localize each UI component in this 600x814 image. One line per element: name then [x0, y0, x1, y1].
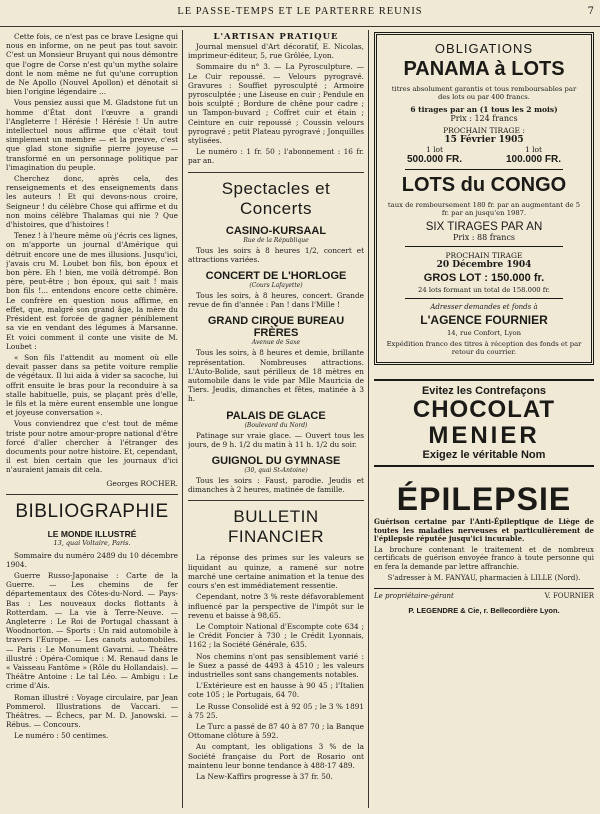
venue-text: Patinage sur vraie glace. — Ouvert tous les jours, de 9 h. 1/2 du matin à 11 h. 1/2 du soir. — [188, 430, 364, 449]
venue-address: Avenue de Saxe — [251, 339, 301, 347]
ad-lots-row — [385, 145, 583, 165]
venue-name: GUIGNOL DU GYMNASE — [211, 455, 341, 468]
column-middle — [188, 32, 364, 806]
column-left — [6, 32, 178, 806]
venue-address: (30, quai St-Antoine) — [244, 467, 308, 475]
article-paragraph: Vous conviendrez que c'est tout de même triste pour notre amour-propre national d'être forcé d'aller chercher à l'étranger des documents pour notre histoire. Et, cependant, il est bien certain que les journaux d'ici n'auraient jamais dit cela. — [6, 419, 178, 475]
ad-prochain-tirage: PROCHAIN TIRAGE — [445, 251, 523, 260]
menier-evitez: Evitez les Contrefaçons — [421, 385, 547, 397]
column-divider — [368, 30, 369, 808]
venue-text: Tous les soirs, à 8 heures et demie, brillante représentation. Nombreuses attractions. L'Auto-Bolide, saut périlleux de 18 mètres en automobile dans le vide par Mlle Mauricia de Tiers. Jeudis, dimanches et fêtes, matinée à 3 h. — [188, 348, 364, 404]
bulletin-paragraph: Le Turc a passé de 87 40 à 87 70 ; la Banque Ottomane clôture à 592. — [188, 721, 364, 741]
ad-divider — [405, 298, 563, 299]
section-title-bibliographie: BIBLIOGRAPHIE — [15, 500, 169, 522]
bulletin-paragraph: La New-Kaffirs progresse à 37 fr. 50. — [196, 771, 333, 781]
page-header — [0, 0, 600, 27]
biblio-paragraph: Roman illustré : Voyage circulaire, par Jean Pommerol. Illustrations de Vaccari. — Théâtres. — Échecs, par M. D. Janowski. — Rébus. — Concours. — [6, 692, 178, 730]
ad-gros-text: 24 lots formant un total de 158.000 fr. — [418, 286, 550, 294]
column-divider — [182, 30, 183, 808]
epilepsie-heading: ÉPILEPSIE — [396, 481, 572, 517]
ad-date: 15 Février 1905 — [444, 135, 524, 145]
artisan-title: L'ARTISAN PRATIQUE — [213, 32, 339, 42]
article-paragraph: Cette fois, ce n'est pas ce brave Lesigne qui nous en informe, on ne peut pas tout savoir. C'est un Monsieur Bruyant qui nous démontre que l'ogre de Corse n'est qu'un mythe solaire dont le nom même ne fut qu'une corruption de Ne Apollo (Nouvel Apollon) et dénotait si bien l'origine légendaire ... — [6, 32, 178, 97]
ad-obligations-heading: OBLIGATIONS — [434, 41, 534, 56]
ad-lot-amount: 100.000 FR. — [505, 154, 562, 165]
menier-name: MENIER — [428, 422, 540, 449]
bulletin-paragraph: Le Comptoir National d'Escompte cote 634 ; le Crédit Foncier à 730 ; le Crédit Lyonnais, 1162 ; la Société Générale, 635. — [188, 621, 364, 650]
divider — [6, 494, 178, 495]
ad-prix: Prix : 88 francs — [452, 233, 516, 242]
venue-text: Tous les soirs, à 8 heures, concert. Grande revue de fin d'année : Pan ! dans l'Mille ! — [188, 291, 364, 310]
ad-agence-fournier: L'AGENCE FOURNIER — [420, 313, 548, 327]
article-paragraph: Cherchez donc, après cela, des renseignements et des enseignements dans les auteurs ! Et qui devons-nous croire, Seigneur ! du célèbre Chose qui affirme et du non moins célèbre Thalamas qui nie ? Que d'histoires, que d'histoires ! — [6, 174, 178, 230]
bulletin-paragraph: Nos chemins n'ont pas sensiblement varié : le Suez a passé de 4493 à 4510 ; les valeurs industrielles sont sans changements notables. — [188, 651, 364, 679]
biblio-address: 13, quai Voltaire, Paris. — [53, 538, 131, 547]
venue-address: (Boulevard du Nord) — [244, 421, 308, 429]
ad-prix: Prix : 124 francs — [450, 114, 518, 123]
ad-six-tirages: SIX TIRAGES PAR AN — [425, 221, 543, 233]
article-paragraph: Vous pensiez aussi que M. Gladstone fut un homme d'État dont l'œuvre a grandi l'Angleterre ! Hérésie ! Hérésie ! Un autre intellectuel nous affirme que c'était tout simplement un membre — et la preuve, c'est que glad stone signifie pierre joyeuse — transformé en un personnage politique par l'imagination du peuple. — [6, 98, 178, 172]
gerant-line — [374, 588, 594, 600]
epilepsie-paragraph: S'adresser à M. FANYAU, pharmacien à LILLE (Nord). — [387, 573, 581, 582]
ad-congo-text: taux de remboursement 180 fr. par an augmentant de 5 fr. par an jusqu'en 1987. — [387, 201, 581, 217]
venue-name: PALAIS DE GLACE — [226, 409, 326, 422]
ad-expedition: Expédition franco des titres à réception des fonds et par retour du courrier. — [386, 340, 582, 356]
bulletin-paragraph: Le Russe Consolidé est à 92 05 ; le 3 % 1891 à 75 25. — [188, 701, 364, 720]
ad-panama-congo — [374, 32, 594, 365]
ad-tirages: 6 tirages par an (1 tous les 2 mois) — [410, 105, 558, 114]
column-right — [374, 32, 594, 806]
article-signature: Georges ROCHER. — [106, 478, 178, 488]
venue-address: Rue de la République — [243, 236, 309, 244]
ad-lot-amount: 500.000 FR. — [406, 154, 463, 165]
venue-name: GRAND CIRQUE BUREAU FRÈRES — [207, 315, 345, 340]
section-title-spectacles: Spectacles et Concerts — [221, 178, 331, 218]
venue-text: Tous les soirs à 8 heures 1/2, concert et attractions variées. — [188, 245, 364, 264]
biblio-paragraph: Sommaire du numéro 2489 du 10 décembre 1904. — [6, 550, 178, 569]
ad-congo-heading: LOTS du CONGO — [401, 174, 567, 196]
page-number: 7 — [587, 6, 594, 17]
venue-text: Tous les soirs : Faust, parodie. Jeudis et dimanches à 2 heures, matinée de famille. — [188, 476, 364, 495]
section-title-bulletin: BULLETIN FINANCIER — [227, 507, 325, 547]
bulletin-paragraph: Au comptant, les obligations 3 % de la Société française du Port de Rosario ont maintenu leur bonne tendance à 488-17 489. — [188, 742, 364, 770]
ad-panama-text: titres absolument garantis et tous remboursables par des lots ou par 400 francs. — [391, 85, 577, 101]
venue-name: CASINO-KURSAAL — [225, 224, 327, 237]
ad-panama-heading: PANAMA à LOTS — [403, 58, 565, 80]
ad-gros-lot: GROS LOT : 150.000 fr. — [423, 272, 545, 284]
ad-prochain-tirage: PROCHAIN TIRAGE : — [443, 126, 525, 135]
venue-address: (Cours Lafayette) — [249, 282, 303, 290]
ad-fournier-address: 14, rue Confort, Lyon — [446, 329, 522, 337]
ad-date: 20 Décembre 1904 — [436, 260, 532, 270]
ad-epilepsie — [374, 481, 594, 582]
divider — [188, 172, 364, 173]
artisan-paragraph: Sommaire du n° 3. — La Pyrosculpture. — Le Cuir repoussé. — Velours pyrogravé. Gravures : Souffiet pyrosculpté ; Armoire pyrosculptée ; une Liseuse en cuir ; Pendule en bois sculpté ; Bordure de chêne pour cadre ; un Tampon-buvard ; Coffret cuir et étain ; Ceinture en cuir repoussé ; Coussin velours pyrogravé ; petit Plateau pyrogravé ; Jonquilles stylisées. — [188, 62, 364, 146]
epilepsie-paragraph: Guérison certaine par l'Anti-Épileptique de Liège de toutes les maladies nerveuses et particulièrement de l'épilepsie réputée jusqu'ici incurable. — [374, 517, 594, 544]
ad-divider — [405, 169, 563, 170]
bulletin-paragraph: L'Extérieure est en hausse à 90 45 ; l'Italien cote 105 ; le Portugais, 64 70. — [188, 681, 364, 700]
gerant-label: Le propriétaire-gérant — [374, 592, 454, 601]
bulletin-paragraph: Cependant, notre 3 % reste défavorablement influencé par la perspective de l'impôt sur le revenu et baisse à 98,65. — [188, 592, 364, 620]
epilepsie-paragraph: La brochure contenant le traitement et de nombreux certificats de guérison envoyée franco à toute personne qui en fera la demande par lettre affranchie. — [374, 545, 594, 571]
divider — [188, 500, 364, 501]
ad-adresser: Adresser demandes et fonds à — [430, 303, 538, 311]
bulletin-paragraph: La réponse des primes sur les valeurs se liquidant au quinze, a ramené sur notre marché une certaine animation et la tenue des cours s'en est immédiatement ressentie. — [188, 553, 364, 591]
newspaper-title: LE PASSE-TEMPS ET LE PARTERRE REUNIS — [177, 6, 423, 17]
article-paragraph: Tenez ! à l'heure même où j'écris ces lignes, on m'apporte un journal d'Amérique qui détruit encore une de mes illusions. Jusqu'ici, j'avais cru M. Loubet bon fils, bon époux et bon père. Eh ! bien, me voilà détrompé. Bon père, peut-être ; bon époux, qui sait ! mais bon fils !... entendons encore cette chimère. Le confrère en question nous affirme, en effet, que, malgré son grand âge, la mère du Président est forcée de gagner péniblement sa vie en vendant des légumes à Marsanne. Et voici comment il conte une visite de M. Loubet : — [6, 231, 178, 351]
menier-exigez: Exigez le véritable Nom — [422, 449, 546, 461]
artisan-paragraph: Le numéro : 1 fr. 50 ; l'abonnement : 16 fr. par an. — [188, 147, 364, 166]
menier-chocolat: CHOCOLAT — [412, 396, 556, 423]
biblio-paragraph: Le numéro : 50 centimes. — [14, 731, 109, 741]
ad-lot-label: 1 lot — [524, 145, 543, 154]
printer-imprint: P. LEGENDRE & Cie, r. Bellecordière Lyon. — [408, 606, 560, 616]
ad-chocolat-menier — [374, 379, 594, 467]
biblio-paragraph: Guerre Russo-Japonaise : Carte de la Guerre. — Les chemins de fer départementaux des Côtes-du-Nord. — Pays-Bas : Les nouveaux docks flottants à Rotterdam. — La vie à Terre-Neuve. — Angleterre : Le Roi de Portugal chassant à Woodnorton. — Sports : Un raid automobile à travers l'Europe. — Les canots automobiles. — Paris : Le Monument Gavarni. — Théâtre illustré : Opéra-Comique : M. Renaud dans le « Vaisseau Fantôme » (Rôle du Hollandais). — Théâtre Antoine : Le tal Léo. — Ambigu : Le crime d'Ais. — [6, 570, 178, 691]
ad-divider — [405, 246, 563, 247]
gerant-name: V. FOURNIER — [544, 592, 594, 601]
article-paragraph: « Son fils l'attendit au moment où elle devait passer dans sa petite voiture remplie de végétaux. Il lui aida à vider sa sacoche, lui offrit ensuite le bras pour la reconduire à sa stalle habituelle, puis, se plaçant près d'elle, le fils et la mère eurent ensemble une longue et joyeuse conversation ». — [6, 352, 178, 418]
artisan-subtitle: Journal mensuel d'Art décoratif, E. Nicolas, imprimeur-éditeur, 5, rue Grôlée, Lyon. — [188, 42, 364, 61]
ad-lot-label: 1 lot — [425, 145, 444, 154]
biblio-subtitle: LE MONDE ILLUSTRÉ — [47, 528, 137, 539]
venue-name: CONCERT DE L'HORLOGE — [205, 270, 347, 283]
